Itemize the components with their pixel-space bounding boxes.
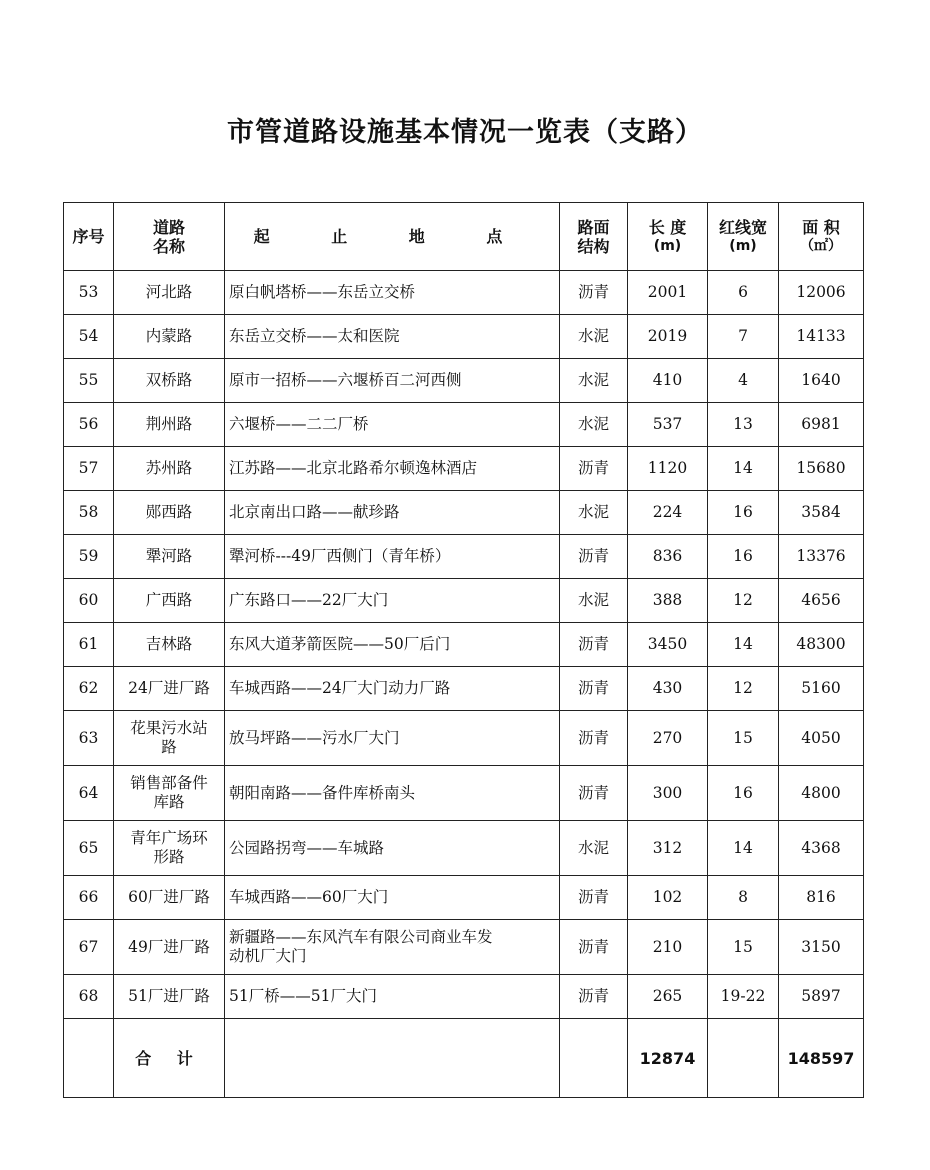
cell-name: 24厂进厂路 (114, 667, 225, 711)
cell-length: 224 (628, 491, 708, 535)
cell-name-line2: 形路 (153, 848, 185, 866)
cell-place: 朝阳南路——备件库桥南头 (225, 766, 560, 821)
cell-width: 15 (708, 920, 779, 975)
cell-place: 东岳立交桥——太和医院 (225, 315, 560, 359)
header-name (114, 203, 225, 271)
cell-name: 荆州路 (114, 403, 225, 447)
cell-length: 102 (628, 876, 708, 920)
cell-place: 放马坪路——污水厂大门 (225, 711, 560, 766)
cell-area: 3150 (779, 920, 864, 975)
cell-seq: 62 (64, 667, 114, 711)
cell-name-line1: 花果污水站 (130, 719, 208, 737)
cell-name: 内蒙路 (114, 315, 225, 359)
cell-struct: 沥青 (560, 920, 628, 975)
cell-name: 广西路 (114, 579, 225, 623)
cell-place: 江苏路——北京北路希尔顿逸林酒店 (225, 447, 560, 491)
table-row (64, 315, 864, 359)
table-row (64, 491, 864, 535)
cell-length: 430 (628, 667, 708, 711)
cell-length: 270 (628, 711, 708, 766)
cell-length: 210 (628, 920, 708, 975)
cell-area: 48300 (779, 623, 864, 667)
header-length-line1: 长 度 (648, 217, 687, 237)
cell-area: 4800 (779, 766, 864, 821)
cell-width: 8 (708, 876, 779, 920)
cell-struct: 沥青 (560, 766, 628, 821)
cell-seq: 57 (64, 447, 114, 491)
table-row (64, 975, 864, 1019)
cell-area: 3584 (779, 491, 864, 535)
cell-seq: 66 (64, 876, 114, 920)
header-place: 起 止 地 点 (225, 203, 560, 271)
header-struct-line1: 路面 (577, 217, 610, 237)
cell-area: 4656 (779, 579, 864, 623)
total-place-cell (225, 1019, 560, 1098)
table-row (64, 876, 864, 920)
cell-area: 1640 (779, 359, 864, 403)
cell-struct: 沥青 (560, 711, 628, 766)
cell-length: 2019 (628, 315, 708, 359)
cell-place: 六堰桥——二二厂桥 (225, 403, 560, 447)
cell-place: 广东路口——22厂大门 (225, 579, 560, 623)
cell-struct: 沥青 (560, 876, 628, 920)
header-length-unit: (m) (653, 237, 682, 254)
cell-seq: 61 (64, 623, 114, 667)
cell-area: 4368 (779, 821, 864, 876)
table-row (64, 667, 864, 711)
cell-length: 537 (628, 403, 708, 447)
cell-width: 12 (708, 667, 779, 711)
header-redline-line1: 红线宽 (718, 217, 767, 237)
header-length (628, 203, 708, 271)
cell-width: 14 (708, 623, 779, 667)
cell-name: 郧西路 (114, 491, 225, 535)
cell-struct: 水泥 (560, 491, 628, 535)
cell-width: 14 (708, 821, 779, 876)
cell-area: 12006 (779, 271, 864, 315)
cell-seq: 56 (64, 403, 114, 447)
table-row (64, 920, 864, 975)
header-area-unit: （㎡） (800, 237, 842, 254)
table-row (64, 359, 864, 403)
header-area-line1: 面 积 (802, 217, 840, 237)
header-struct (560, 203, 628, 271)
cell-place: 犟河桥---49厂西侧门（青年桥） (225, 535, 560, 579)
cell-place: 原白帆塔桥——东岳立交桥 (225, 271, 560, 315)
cell-name (114, 766, 225, 821)
cell-width: 16 (708, 491, 779, 535)
cell-struct: 水泥 (560, 403, 628, 447)
cell-seq: 58 (64, 491, 114, 535)
cell-place: 车城西路——24厂大门动力厂路 (225, 667, 560, 711)
cell-struct: 水泥 (560, 359, 628, 403)
cell-struct: 沥青 (560, 447, 628, 491)
cell-width: 16 (708, 535, 779, 579)
cell-width: 16 (708, 766, 779, 821)
table-row (64, 821, 864, 876)
cell-place: 北京南出口路——献珍路 (225, 491, 560, 535)
cell-seq: 60 (64, 579, 114, 623)
table-row (64, 766, 864, 821)
cell-place (225, 920, 560, 975)
cell-length: 388 (628, 579, 708, 623)
cell-length: 410 (628, 359, 708, 403)
cell-length: 300 (628, 766, 708, 821)
total-label: 合 计 (114, 1019, 225, 1098)
header-redline (708, 203, 779, 271)
cell-name-line2: 路 (161, 738, 177, 756)
table-row (64, 535, 864, 579)
cell-area: 4050 (779, 711, 864, 766)
cell-seq: 53 (64, 271, 114, 315)
header-struct-line2: 结构 (577, 236, 610, 256)
cell-name-line1: 销售部备件 (130, 774, 208, 792)
cell-length: 1120 (628, 447, 708, 491)
cell-length: 3450 (628, 623, 708, 667)
cell-name: 49厂进厂路 (114, 920, 225, 975)
cell-area: 5160 (779, 667, 864, 711)
header-name-line1: 道路 (152, 217, 185, 237)
table-row (64, 579, 864, 623)
cell-area: 5897 (779, 975, 864, 1019)
cell-width: 6 (708, 271, 779, 315)
cell-seq: 67 (64, 920, 114, 975)
cell-struct: 水泥 (560, 315, 628, 359)
cell-place: 公园路拐弯——车城路 (225, 821, 560, 876)
cell-width: 4 (708, 359, 779, 403)
cell-seq: 54 (64, 315, 114, 359)
cell-struct: 水泥 (560, 821, 628, 876)
cell-width: 7 (708, 315, 779, 359)
road-table (63, 202, 864, 1098)
cell-name: 苏州路 (114, 447, 225, 491)
cell-name-line2: 库路 (153, 793, 185, 811)
cell-struct: 水泥 (560, 579, 628, 623)
cell-struct: 沥青 (560, 667, 628, 711)
header-seq: 序号 (64, 203, 114, 271)
cell-area: 13376 (779, 535, 864, 579)
cell-width: 13 (708, 403, 779, 447)
cell-area: 816 (779, 876, 864, 920)
cell-place-line1: 新疆路——东风汽车有限公司商业车发 (229, 928, 493, 946)
page-title: 市管道路设施基本情况一览表（支路） (227, 117, 703, 148)
cell-area: 14133 (779, 315, 864, 359)
cell-seq: 59 (64, 535, 114, 579)
total-struct-cell (560, 1019, 628, 1098)
cell-name: 河北路 (114, 271, 225, 315)
cell-place: 东风大道茅箭医院——50厂后门 (225, 623, 560, 667)
cell-place-line2: 动机厂大门 (229, 947, 307, 965)
header-area (779, 203, 864, 271)
table-row (64, 623, 864, 667)
table-header-row (64, 203, 864, 271)
cell-name-line1: 青年广场环 (130, 829, 208, 847)
cell-name (114, 711, 225, 766)
cell-width: 14 (708, 447, 779, 491)
cell-name: 双桥路 (114, 359, 225, 403)
cell-length: 2001 (628, 271, 708, 315)
cell-width: 19-22 (708, 975, 779, 1019)
table-row (64, 271, 864, 315)
table-row (64, 447, 864, 491)
cell-seq: 68 (64, 975, 114, 1019)
cell-name (114, 821, 225, 876)
cell-name: 51厂进厂路 (114, 975, 225, 1019)
header-name-line2: 名称 (152, 236, 185, 256)
total-length: 12874 (628, 1019, 708, 1098)
cell-seq: 55 (64, 359, 114, 403)
cell-seq: 64 (64, 766, 114, 821)
total-area: 148597 (779, 1019, 864, 1098)
cell-place: 车城西路——60厂大门 (225, 876, 560, 920)
cell-width: 15 (708, 711, 779, 766)
cell-place: 原市一招桥——六堰桥百二河西侧 (225, 359, 560, 403)
cell-length: 265 (628, 975, 708, 1019)
table-row (64, 711, 864, 766)
cell-struct: 沥青 (560, 535, 628, 579)
total-seq-cell (64, 1019, 114, 1098)
cell-name: 犟河路 (114, 535, 225, 579)
cell-seq: 65 (64, 821, 114, 876)
cell-area: 6981 (779, 403, 864, 447)
cell-struct: 沥青 (560, 975, 628, 1019)
total-row (64, 1019, 864, 1098)
cell-name: 60厂进厂路 (114, 876, 225, 920)
header-redline-unit: (m) (729, 237, 757, 254)
total-width-cell (708, 1019, 779, 1098)
cell-area: 15680 (779, 447, 864, 491)
cell-struct: 沥青 (560, 623, 628, 667)
cell-length: 312 (628, 821, 708, 876)
cell-seq: 63 (64, 711, 114, 766)
cell-struct: 沥青 (560, 271, 628, 315)
cell-name: 吉林路 (114, 623, 225, 667)
table-row (64, 403, 864, 447)
cell-width: 12 (708, 579, 779, 623)
cell-length: 836 (628, 535, 708, 579)
cell-place: 51厂桥——51厂大门 (225, 975, 560, 1019)
